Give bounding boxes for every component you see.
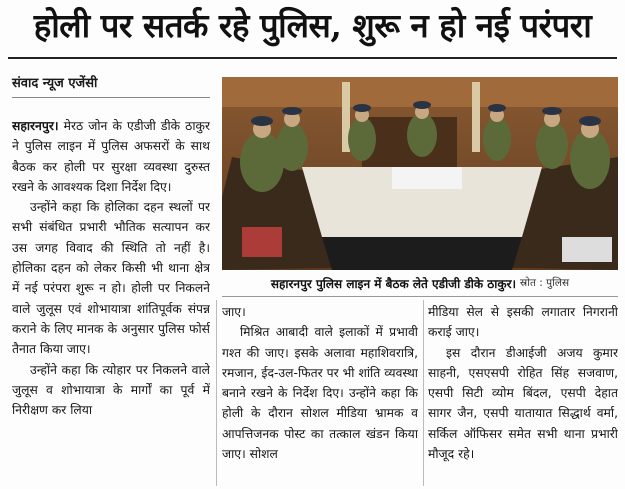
article-column-left [12, 116, 210, 486]
dateline: सहारनपुर। [12, 119, 59, 133]
photo-caption [222, 270, 618, 297]
paragraph-1-text: मेरठ जोन के एडीजी डीके ठाकुर ने पुलिस लाइन में पुलिस अफसरों के साथ बैठक कर होली पर सुरक्षा व्यवस्था दुरुस्त रखने के आवश्यक दिशा निर्देश दिए। [12, 119, 210, 194]
headline-divider [8, 57, 617, 59]
byline: संवाद न्यूज एजेंसी [12, 76, 98, 91]
photo-credit: स्रोत : पुलिस [520, 277, 570, 289]
continuation-text: जाए। [222, 305, 246, 319]
paragraph-5: इस दौरान डीआईजी अजय कुमार साहनी, एसएसपी रोहित सिंह सजवाण, एसपी सिटी व्योम बिंदल, एसपी देहात सागर जैन, एसपी यातायात सिद्धार्थ वर्मा, सर्किल ऑफिसर समेत सभी थाना प्रभारी मौजूद रहे। [428, 345, 618, 462]
paragraph-2: उन्होंने कहा कि होलिका दहन स्थलों पर सभी संबंधित प्रभारी भौतिक सत्यापन कर उस जगह विवाद की स्थिति तो नहीं है। होलिका दहन को लेकर किसी भी थाना क्षेत्र में नई परंपरा शुरू न हो। होली पर निकलने वाले जुलूस एवं शोभायात्रा शांतिपूर्वक संपन्न कराने के लिए मानक के अनुसार पुलिस फोर्स तैनात किया जाए। [12, 200, 210, 357]
paragraph-3: उन्होंने कहा कि त्योहार पर निकलने वाले जुलूस व शोभायात्रा के मार्गों का पूर्व में निरीक्षण कर लिया [12, 362, 210, 418]
paragraph-4: मिश्रित आबादी वाले इलाकों में प्रभावी गश्त की जाए। इसके अलावा महाशिवरात्रि, रमजान, ईद-उल-फितर पर भी शांति व्यवस्था बनाने रखने के निर्देश दिए। उन्होंने कहा कि होली के दौरान सोशल मीडिया भ्रामक व आपत्तिजनक पोस्ट का तत्काल खंडन किया जाए। सोशल [222, 325, 418, 462]
paragraph-1 [12, 116, 210, 197]
headline: होली पर सतर्क रहे पुलिस, शुरू न हो नई परंपरा [33, 6, 592, 45]
caption-text: सहारनपुर पुलिस लाइन में बैठक लेते एडीजी डीके ठाकुर। [270, 276, 517, 291]
article-column-right [428, 302, 618, 487]
byline-divider [12, 97, 210, 98]
column-divider [216, 300, 217, 486]
continuation-text: मीडिया सेल से इसकी लगातार निगरानी कराई जाए। [428, 305, 618, 340]
column-divider [423, 300, 424, 486]
meeting-photo [222, 77, 618, 270]
article-column-middle [222, 302, 418, 487]
